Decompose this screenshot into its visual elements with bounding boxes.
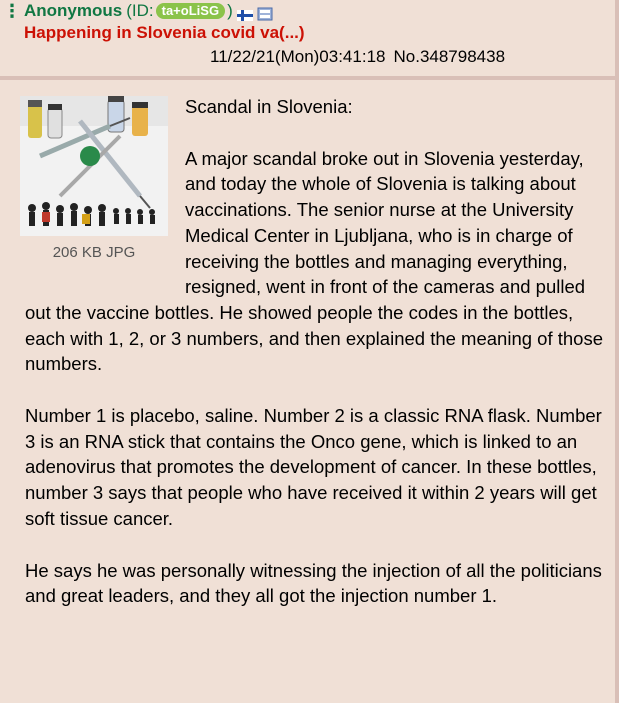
extra-badge-icon [257,6,273,17]
paragraph-gap [25,377,610,403]
poster-id-prefix: (ID: [126,1,154,20]
post-body-paragraph-1: A major scandal broke out in Slovenia yesterday, and today the whole of Slovenia is talking about vaccinations. The senior nurse at the University Medical Center in Ljubljana, who is in charge of receiving the bottles and managing everything, resigned, went in front of the cameras and pulled out the vaccine bottles. He showed people the codes in the bottles, each with 1, 2, or 3 numbers, and then explained the meaning of those numbers. [25,147,603,375]
post-body-paragraph-3: He says he was personally witnessing the injection of all the politicians and great leaders, and they all got the injection number 1. [25,559,602,607]
thumbnail-spacer [25,94,185,291]
post-body [25,94,610,609]
finland-flag-icon [237,6,253,17]
poster-id-badge[interactable]: ta+oLiSG [156,3,225,19]
paragraph-gap [25,532,610,558]
file-info: 206 KB JPG [52,244,136,261]
post-subject: Happening in Slovenia covid va(...) [24,23,305,42]
poster-name: Anonymous [24,1,123,20]
post-number-link[interactable]: No.348798438 [393,47,506,66]
post-body-paragraph-2: Number 1 is placebo, saline. Number 2 is a classic RNA flask. Number 3 is an RNA stick that contains the Onco gene, which is linked to an adenovirus that promotes the development of cancer. In these bottles, number 3 says that people who have received it within 2 years will get soft tissue cancer. [25,405,602,529]
post-meta [210,46,505,68]
post-header [0,0,273,22]
post-right-border [615,0,619,703]
post-datetime: 11/22/21(Mon)03:41:18 [210,47,386,66]
post-body-title: Scandal in Slovenia: [185,96,353,117]
post-menu-icon[interactable]: ⋮ [3,0,21,21]
poster-id-suffix: ) [227,1,233,20]
header-divider [0,76,619,80]
